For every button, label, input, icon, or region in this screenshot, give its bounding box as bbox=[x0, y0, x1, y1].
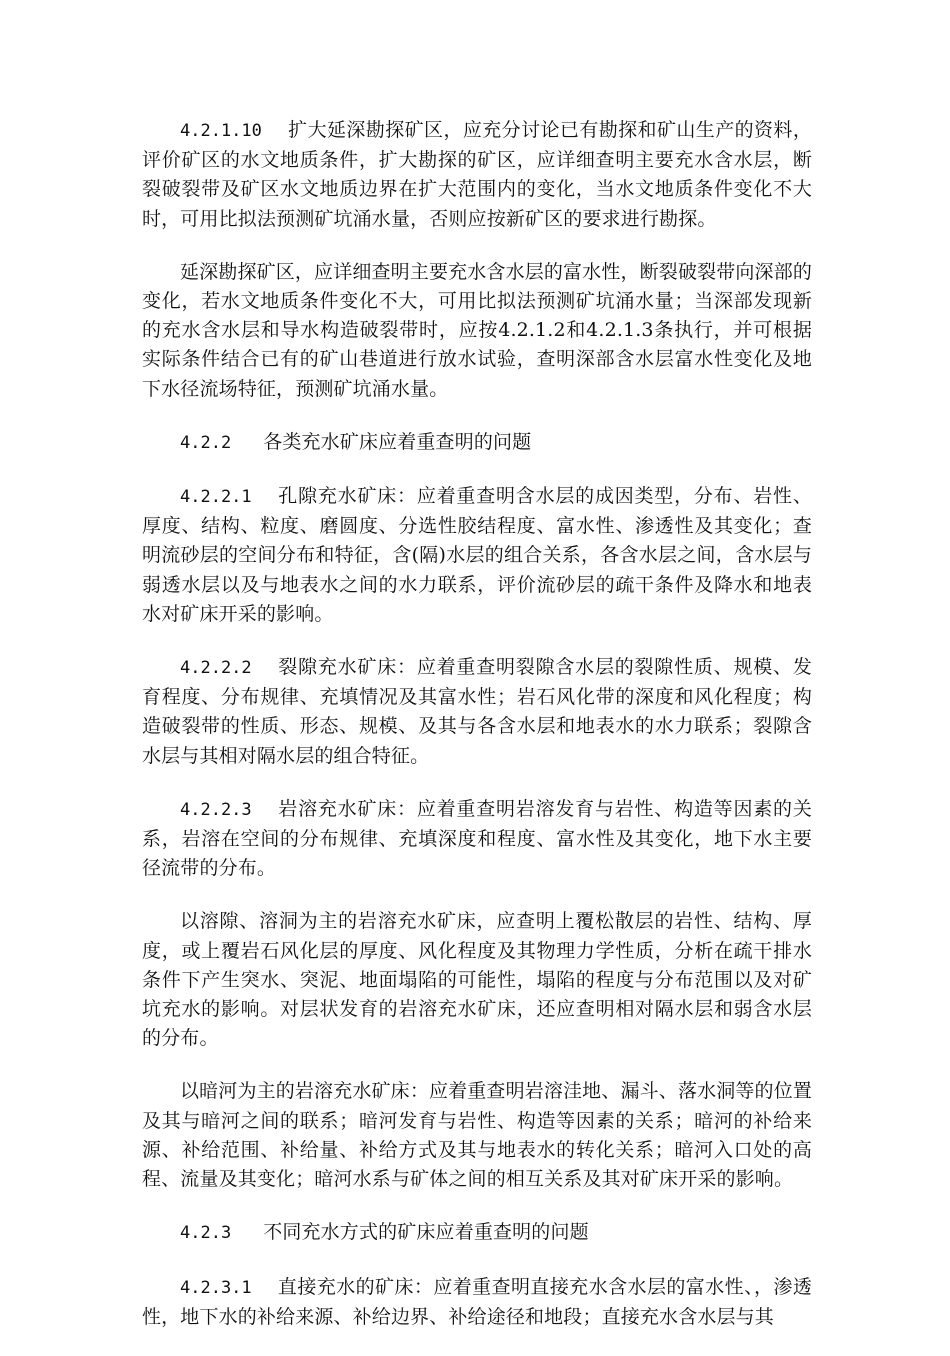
clause-number: 4.2.3 bbox=[180, 1223, 232, 1244]
paragraph-4-2-2-1 bbox=[142, 482, 812, 629]
paragraph-text: 延深勘探矿区，应详细查明主要充水含水层的富水性，断裂破裂带向深部的变化，若水文地质条件变化不大，可用比拟法预测矿坑涌水量；当深部发现新的充水含水层和导水构造破裂带时，应按4.2.1.2和4.2.1.3条执行，并可根据实际条件结合已有的矿山巷道进行放水试验，查明深部含水层富水性变化及地下水径流场特征，预测矿坑涌水量。 bbox=[142, 260, 812, 400]
clause-number: 4.2.1.10 bbox=[180, 121, 262, 141]
paragraph-text: 直接充水的矿床：应着重查明直接充水含水层的富水性、，渗透性，地下水的补给来源、补给边界、补给途径和地段；直接充水含水层与其 bbox=[142, 1275, 812, 1328]
paragraph-4-2-1-10 bbox=[142, 116, 812, 234]
paragraph-deep-exploration bbox=[142, 258, 812, 404]
paragraph-text: 扩大延深勘探矿区，应充分讨论已有勘探和矿山生产的资料，评价矿区的水文地质条件，扩大勘探的矿区，应详细查明主要充水含水层，断裂破裂带及矿区水文地质边界在扩大范围内的变化，当水文地质条件变化不大时，可用比拟法预测矿坑涌水量，否则应按新矿区的要求进行勘探。 bbox=[142, 119, 812, 230]
paragraph-4-2-2-2 bbox=[142, 653, 812, 771]
paragraph-4-2-2-3 bbox=[142, 795, 812, 884]
clause-number: 4.2.2 bbox=[180, 432, 232, 453]
heading-text: 各类充水矿床应着重查明的问题 bbox=[263, 430, 532, 453]
paragraph-text: 裂隙充水矿床：应着重查明裂隙含水层的裂隙性质、规模、发育程度、分布规律、充填情况及其富水性；岩石风化带的深度和风化程度；构造破裂带的性质、形态、规模、及其与各含水层和地表水的水力联系；裂隙含水层与其相对隔水层的组合特征。 bbox=[142, 656, 812, 767]
paragraph-text: 岩溶充水矿床：应着重查明岩溶发育与岩性、构造等因素的关系，岩溶在空间的分布规律、充填深度和程度、富水性及其变化，地下水主要径流带的分布。 bbox=[142, 797, 812, 880]
clause-number: 4.2.2.1 bbox=[180, 487, 252, 508]
paragraph-4-2-3-1 bbox=[142, 1273, 812, 1332]
clause-number: 4.2.2.2 bbox=[180, 658, 252, 679]
document-body bbox=[142, 116, 812, 1356]
section-heading-4-2-2 bbox=[142, 428, 812, 458]
paragraph-text: 孔隙充水矿床：应着重查明含水层的成因类型，分布、岩性、厚度、结构、粒度、磨圆度、分选性胶结程度、富水性、渗透性及其变化；查明流砂层的空间分布和特征，含(隔)水层的组合关系，各含水层之间，含水层与弱透水层以及与地表水之间的水力联系，评价流砂层的疏干条件及降水和地表水对矿床开采的影响。 bbox=[142, 485, 812, 625]
paragraph-text: 以溶隙、溶洞为主的岩溶充水矿床，应查明上覆松散层的岩性、结构、厚度，或上覆岩石风化层的厚度、风化程度及其物理力学性质，分析在疏干排水条件下产生突水、突泥、地面塌陷的可能性，塌陷的程度与分布范围以及对矿坑充水的影响。对层状发育的岩溶充水矿床，还应查明相对隔水层和弱含水层的分布。 bbox=[142, 910, 812, 1050]
clause-number: 4.2.3.1 bbox=[180, 1277, 252, 1298]
paragraph-karst-fissure bbox=[142, 907, 812, 1053]
paragraph-underground-river bbox=[142, 1077, 812, 1194]
paragraph-text: 以暗河为主的岩溶充水矿床：应着重查明岩溶洼地、漏斗、落水洞等的位置及其与暗河之间的联系；暗河发育与岩性、构造等因素的关系；暗河的补给来源、补给范围、补给量、补给方式及其与地表水的转化关系；暗河入口处的高程、流量及其变化；暗河水系与矿体之间的相互关系及其对矿床开采的影响。 bbox=[142, 1080, 812, 1191]
heading-text: 不同充水方式的矿床应着重查明的问题 bbox=[263, 1221, 589, 1244]
clause-number: 4.2.2.3 bbox=[180, 799, 252, 820]
section-heading-4-2-3 bbox=[142, 1218, 812, 1248]
